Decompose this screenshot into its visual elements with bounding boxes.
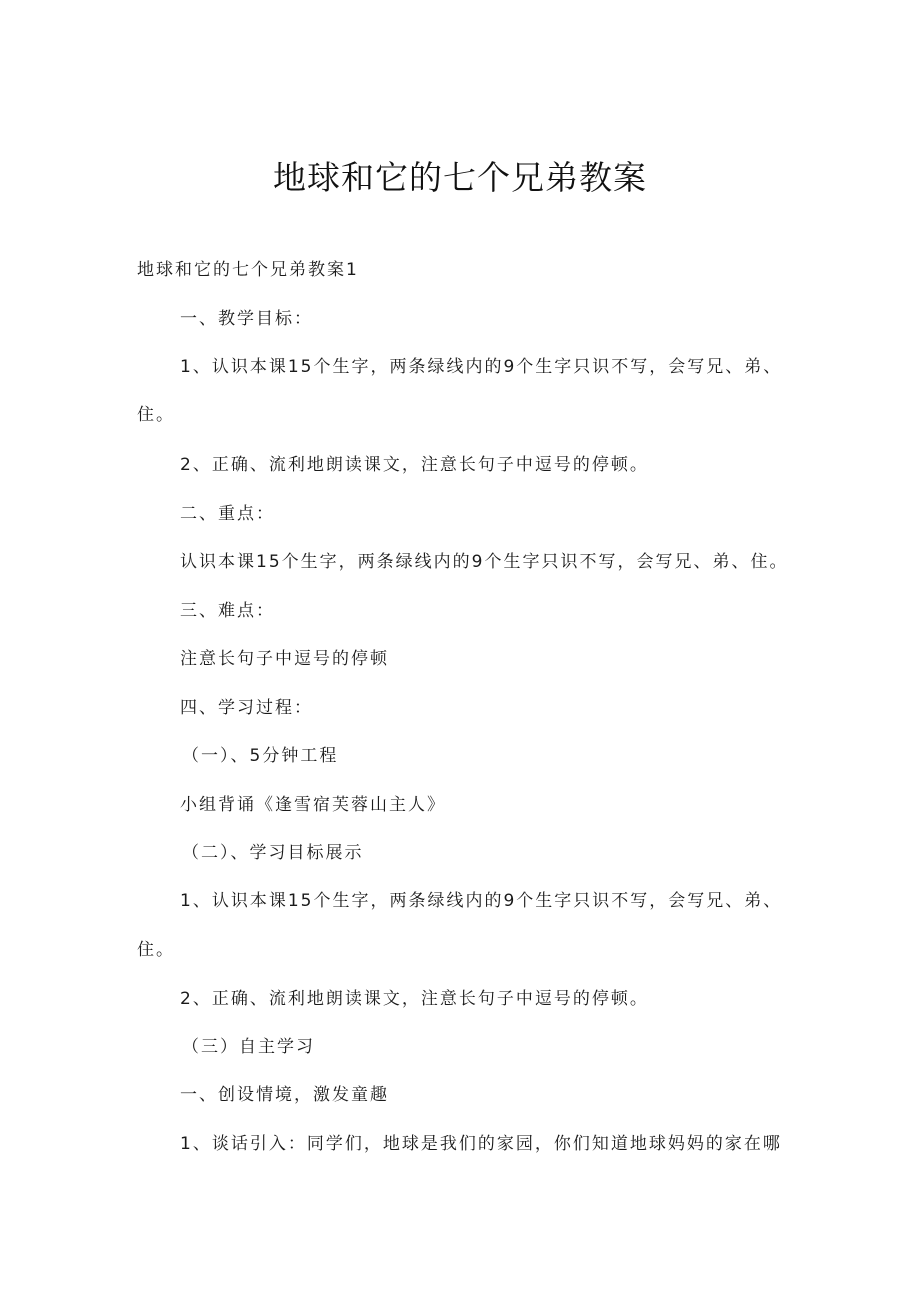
- paragraph: 认识本课15个生字，两条绿线内的9个生字只识不写，会写兄、弟、住。: [180, 552, 789, 572]
- paragraph: 注意长句子中逗号的停顿: [180, 649, 389, 669]
- paragraph: 2、正确、流利地朗读课文，注意长句子中逗号的停顿。: [180, 989, 649, 1009]
- paragraph: 1、认识本课15个生字，两条绿线内的9个生字只识不写，会写兄、弟、: [180, 891, 783, 911]
- paragraph: 一、创设情境，激发童趣: [180, 1085, 389, 1105]
- section-heading: 地球和它的七个兄弟教案1: [137, 260, 359, 280]
- paragraph: 2、正确、流利地朗读课文，注意长句子中逗号的停顿。: [180, 455, 649, 475]
- paragraph: 住。: [137, 940, 175, 960]
- document-title: 地球和它的七个兄弟教案: [273, 158, 647, 197]
- paragraph: （二）、学习目标展示: [182, 843, 364, 863]
- paragraph: （一）、5分钟工程: [182, 746, 339, 766]
- paragraph: 一、教学目标：: [180, 309, 313, 329]
- paragraph: 住。: [137, 405, 175, 425]
- paragraph: 二、重点：: [180, 504, 275, 524]
- paragraph: （三）自主学习: [182, 1037, 315, 1057]
- paragraph: 小组背诵《逢雪宿芙蓉山主人》: [180, 795, 446, 815]
- paragraph: 1、谈话引入：同学们，地球是我们的家园，你们知道地球妈妈的家在哪: [180, 1134, 782, 1154]
- paragraph: 四、学习过程：: [180, 698, 313, 718]
- paragraph: 1、认识本课15个生字，两条绿线内的9个生字只识不写，会写兄、弟、: [180, 357, 783, 377]
- paragraph: 三、难点：: [180, 601, 275, 621]
